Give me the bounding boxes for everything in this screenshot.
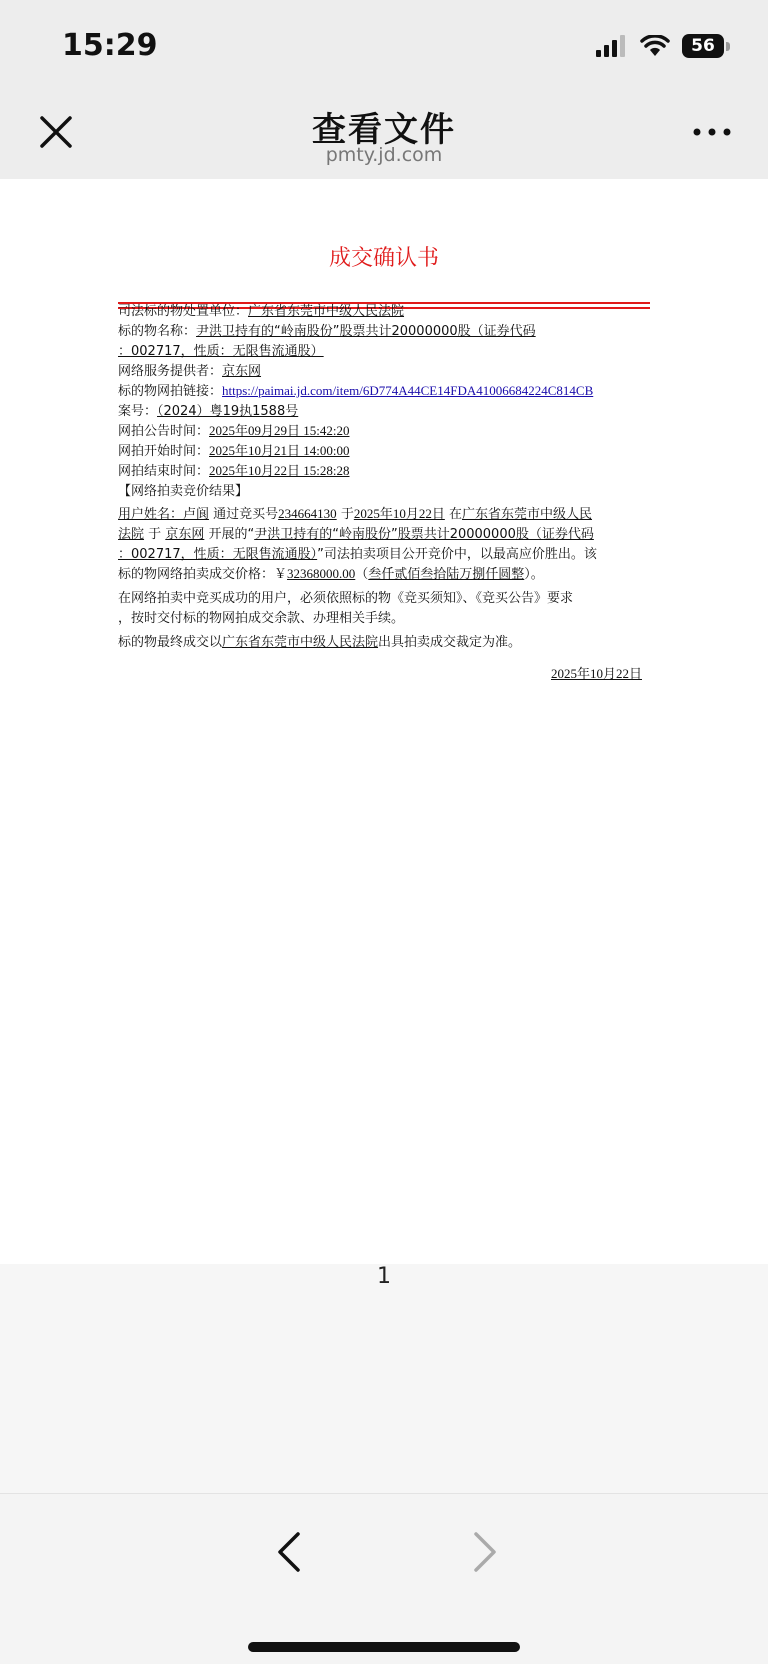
court-name-cont: 法院 [118, 527, 145, 542]
price-label: 标的物网络拍卖成交价格：￥ [118, 567, 288, 582]
result-text: 通过竞买号 [213, 507, 279, 522]
price-words: 叁仟贰佰叁拾陆万捌仟圆整 [368, 567, 525, 582]
result-text: 于 [148, 527, 162, 542]
result-line-4 [118, 563, 544, 582]
name-row-2 [118, 340, 324, 359]
name-label: 标的物名称： [118, 324, 197, 339]
bottom-toolbar [0, 1493, 768, 1664]
start-label: 网拍开始时间： [118, 444, 210, 459]
result-text: 在 [448, 507, 462, 522]
home-indicator [248, 1642, 520, 1652]
previous-page-button[interactable] [268, 1524, 308, 1580]
document-title: 成交确认书 [328, 246, 439, 271]
result-line-2 [118, 523, 594, 542]
final-text: 出具拍卖成交裁定为准。 [378, 635, 522, 650]
bid-number: 234664130 [278, 506, 337, 521]
result-line-1 [118, 503, 592, 522]
price-value: 32368000.00 [287, 566, 356, 581]
more-icon[interactable] [692, 124, 732, 140]
unit-row [118, 300, 404, 319]
wifi-icon [640, 35, 670, 57]
case-label: 案号： [118, 404, 158, 419]
document-page [0, 179, 768, 1264]
provider-value: 京东网 [222, 364, 262, 379]
result-text: 于 [340, 507, 354, 522]
page-title: 查看文件 [312, 110, 456, 150]
case-row [118, 400, 298, 419]
end-value: 2025年10月22日 15:28:28 [209, 463, 350, 478]
final-text: 标的物最终成交以 [118, 635, 223, 650]
page-domain: pmty.jd.com [325, 144, 443, 166]
nav-bar [0, 92, 768, 179]
notice-line-2: ，按时交付标的物网拍成交余款、办理相关手续。 [118, 611, 405, 626]
platform-name: 京东网 [165, 527, 205, 542]
auction-link[interactable]: https://paimai.jd.com/item/6D774A44CE14FDA41006684224C814CB [222, 383, 594, 398]
case-value: （2024）粤19执1588号 [157, 404, 299, 419]
start-value: 2025年10月21日 14:00:00 [209, 443, 350, 458]
next-page-button[interactable] [466, 1524, 506, 1580]
final-court: 广东省东莞市中级人民法院 [222, 635, 379, 650]
name-value: 尹洪卫持有的“岭南股份”股票共计20000000股（证券代码 [196, 324, 536, 339]
link-row [118, 380, 593, 399]
announce-label: 网拍公告时间： [118, 424, 210, 439]
announce-value: 2025年09月29日 15:42:20 [209, 423, 350, 438]
final-line [118, 631, 521, 650]
name-value-cont: ：002717，性质：无限售流通股） [118, 344, 324, 359]
result-line-3 [118, 543, 597, 562]
link-label: 标的物网拍链接： [118, 384, 223, 399]
buyer-name: 用户姓名：卢阆 [118, 507, 210, 522]
page-number: 1 [377, 1264, 391, 1289]
notice-line-1: 在网络拍卖中竞买成功的用户，必须依照标的物《竞买须知》、《竞买公告》要求 [118, 591, 574, 606]
status-time: 15:29 [62, 28, 158, 63]
result-header: 【网络拍卖竞价结果】 [118, 484, 249, 499]
result-text: （ [355, 567, 369, 582]
item-name-cont: ：002717，性质：无限售流通股） [118, 547, 318, 562]
document-date: 2025年10月22日 [550, 666, 642, 681]
status-icons [596, 34, 730, 58]
court-name: 广东省东莞市中级人民 [462, 507, 593, 522]
battery-cap [726, 42, 730, 51]
result-text: ）。 [524, 567, 544, 582]
provider-row [118, 360, 261, 379]
announce-row [118, 420, 350, 439]
provider-label: 网络服务提供者： [118, 364, 223, 379]
unit-value: 广东省东莞市中级人民法院 [248, 304, 405, 319]
end-row [118, 460, 350, 479]
unit-label: 司法标的物处置单位： [118, 304, 249, 319]
battery-level: 56 [691, 36, 715, 56]
name-row [118, 320, 536, 339]
item-name: 尹洪卫持有的“岭南股份”股票共计20000000股（证券代码 [254, 527, 594, 542]
signal-icon [596, 35, 628, 57]
start-row [118, 440, 350, 459]
result-text: ”司法拍卖项目公开竞价中，以最高应价胜出。该 [317, 547, 597, 562]
status-bar [0, 0, 768, 92]
deal-date: 2025年10月22日 [353, 506, 445, 521]
battery-icon [682, 34, 724, 58]
result-text: 开展的“ [208, 527, 255, 542]
end-label: 网拍结束时间： [118, 464, 210, 479]
